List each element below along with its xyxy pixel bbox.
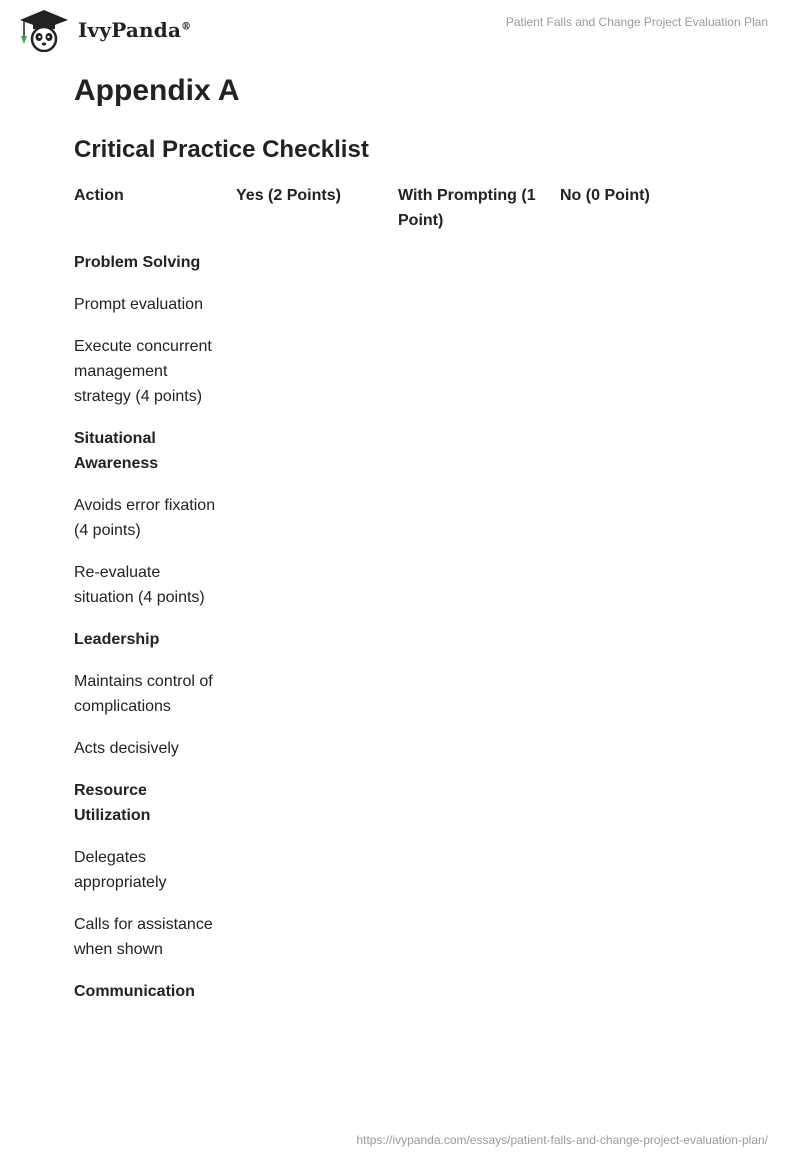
table-row: Prompt evaluation	[74, 296, 203, 313]
table-row: Acts decisively	[74, 740, 179, 757]
document-title: Patient Falls and Change Project Evaluation Plan	[505, 15, 768, 29]
category-row: Communication	[74, 983, 195, 1000]
table-row: Calls for assistance when shown	[74, 916, 213, 958]
column-header-with-prompting: With Prompting (1 Point)	[398, 187, 536, 229]
section-title: Critical Practice Checklist	[74, 136, 369, 163]
column-header-no: No (0 Point)	[560, 187, 650, 204]
brand-name: IvyPanda®	[78, 18, 192, 42]
table-row: Maintains control of complications	[74, 673, 213, 715]
category-row: Problem Solving	[74, 254, 201, 271]
table-row: Re-evaluate situation (4 points)	[74, 564, 205, 606]
footer-url-link[interactable]: https://ivypanda.com/essays/patient-falls-and-change-project-evaluation-plan/	[356, 1133, 768, 1147]
category-row: Resource Utilization	[74, 782, 151, 824]
table-row: Avoids error fixation (4 points)	[74, 497, 216, 539]
column-header-yes: Yes (2 Points)	[236, 187, 341, 204]
category-row: Situational Awareness	[74, 430, 159, 472]
table-row: Execute concurrent management strategy (4 points)	[74, 338, 212, 405]
column-header-action: Action	[74, 187, 124, 204]
table-row: Delegates appropriately	[74, 849, 167, 891]
panda-logo-icon	[14, 8, 72, 52]
checklist-table-body	[74, 250, 224, 1021]
table-header-row	[74, 183, 724, 233]
brand-logo[interactable]	[14, 8, 191, 52]
page-title: Appendix A	[74, 74, 240, 107]
category-row: Leadership	[74, 631, 160, 648]
